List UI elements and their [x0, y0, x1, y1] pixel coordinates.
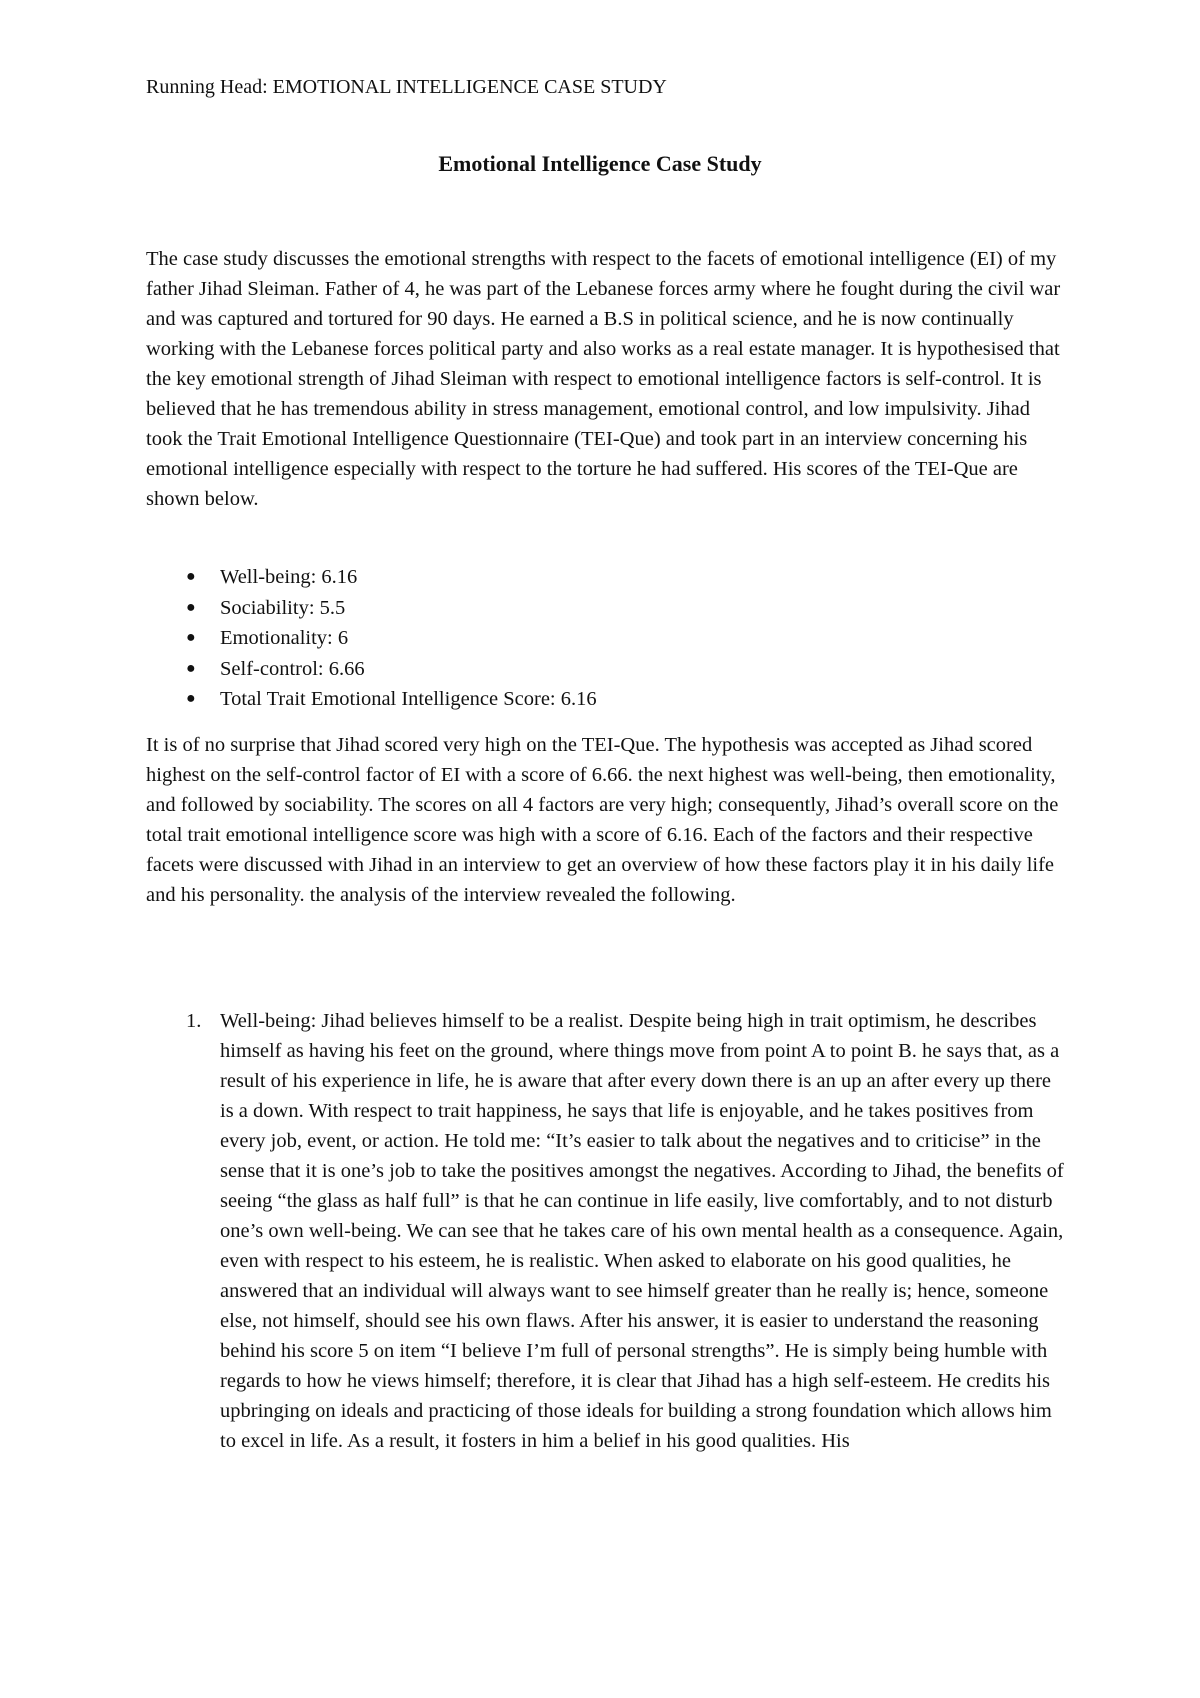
list-item	[146, 623, 597, 654]
factor-text: Well-being: Jihad believes himself to be a realist. Despite being high in trait optimism, he describes himself as having his feet on the ground, where things move from point A to point B. he says that, as a result of his experience in life, he is aware that after every down there is an up an after every up there is a down. With respect to trait happiness, he says that life is enjoyable, and he takes positives from every job, event, or action. He told me: “It’s easier to talk about the negatives and to criticise” in the sense that it is one’s job to take the positives amongst the negatives. According to Jihad, the benefits of seeing “the glass as half full” is that he can continue in life easily, live comfortably, and to not disturb one’s own well-being. We can see that he takes care of his own mental health as a consequence. Again, even with respect to his esteem, he is realistic. When asked to elaborate on his good qualities, he answered that an individual will always want to see himself greater than he really is; hence, someone else, not himself, should see his own flaws. After his answer, it is easier to understand the reasoning behind his score 5 on item “I believe I’m full of personal strengths”. He is simply being humble with regards to how he views himself; therefore, it is clear that Jihad has a high self-esteem. He credits his upbringing on ideals and practicing of those ideals for building a strong foundation which allows him to excel in life. As a result, it fosters in him a belief in his good qualities. His	[220, 1010, 1064, 1452]
running-head: Running Head: EMOTIONAL INTELLIGENCE CASE STUDY	[146, 76, 667, 98]
list-item	[146, 1006, 1066, 1456]
analysis-paragraph: It is of no surprise that Jihad scored very high on the TEI-Que. The hypothesis was accepted as Jihad scored highest on the self-control factor of EI with a score of 6.66. the next highest was well-being, then emotionality, and followed by sociability. The scores on all 4 factors are very high; consequently, Jihad’s overall score on the total trait emotional intelligence score was high with a score of 6.16. Each of the factors and their respective facets were discussed with Jihad in an interview to get an overview of how these factors play it in his daily life and his personality. the analysis of the interview revealed the following.	[146, 734, 1059, 906]
list-number: 1.	[186, 1010, 202, 1032]
list-item	[146, 593, 597, 624]
bullet-icon: ●	[186, 568, 196, 585]
score-text: Well-being: 6.16	[220, 566, 358, 588]
score-text: Sociability: 5.5	[220, 596, 346, 619]
score-text: Self-control: 6.66	[220, 657, 365, 680]
list-item	[146, 654, 597, 685]
factor-list	[146, 1006, 1066, 1456]
bullet-icon: ●	[186, 659, 196, 677]
bullet-icon: ●	[186, 598, 196, 616]
bullet-icon: ●	[186, 690, 196, 707]
list-item	[146, 684, 597, 715]
score-list	[146, 562, 597, 715]
intro-paragraph: The case study discusses the emotional strengths with respect to the facets of emotional intelligence (EI) of my father Jihad Sleiman. Father of 4, he was part of the Lebanese forces army where he fought during the civil war and was captured and tortured for 90 days. He earned a B.S in political science, and he is now continually working with the Lebanese forces political party and also works as a real estate manager. It is hypothesised that the key emotional strength of Jihad Sleiman with respect to emotional intelligence factors is self-control. It is believed that he has tremendous ability in stress management, emotional control, and low impulsivity. Jihad took the Trait Emotional Intelligence Questionnaire (TEI-Que) and took part in an interview concerning his emotional intelligence especially with respect to the torture he had suffered. His scores of the TEI-Que are shown below.	[146, 248, 1061, 510]
page-title: Emotional Intelligence Case Study	[438, 151, 762, 176]
bullet-icon: ●	[186, 629, 196, 646]
score-text: Total Trait Emotional Intelligence Score: 6.16	[220, 688, 597, 710]
list-item	[146, 562, 597, 593]
score-text: Emotionality: 6	[220, 627, 349, 649]
